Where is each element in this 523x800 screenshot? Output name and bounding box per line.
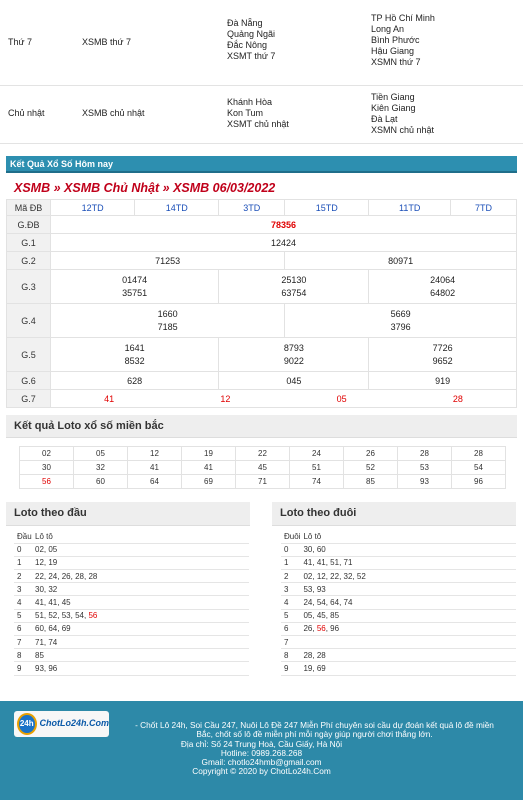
loto-value: 32 <box>48 584 58 594</box>
loto-value: 41 <box>303 558 313 568</box>
prize-row-4 <box>7 304 517 338</box>
schedule-day: Chủ nhật <box>8 108 45 118</box>
prize-value: 3796 <box>390 321 411 332</box>
loto-key: 8 <box>281 649 300 662</box>
prize-value: 9652 <box>432 355 453 366</box>
loto-header-row <box>14 530 249 543</box>
prize-value: 628 <box>51 372 219 390</box>
loto-values: 12, 19 <box>32 556 249 569</box>
col-header: Lô tô <box>300 530 516 543</box>
loto-value: 22 <box>35 571 44 581</box>
loto-value: 74 <box>343 598 353 608</box>
loto-values: 02, 05 <box>32 543 249 556</box>
loto-number: 32 <box>74 461 128 475</box>
loto-row <box>20 461 506 475</box>
loto-row <box>14 609 249 622</box>
logo-mark: 24h <box>17 713 37 735</box>
prize-value: 24064 <box>430 274 456 285</box>
loto-value: 64 <box>330 598 340 608</box>
prize-row-6 <box>7 372 517 390</box>
loto-values: 30, 60 <box>300 543 516 556</box>
loto-values: 41, 41, 45 <box>32 596 249 609</box>
loto-row <box>281 609 516 622</box>
footer-line: Bắc, chốt số lô đề miễn phí mỗi ngày giúp người chơi thắng lớn. <box>196 729 433 740</box>
prize-value: 045 <box>219 372 369 390</box>
footer-contact <box>0 740 523 777</box>
loto-number: 22 <box>236 447 290 461</box>
loto-value: 02 <box>35 545 44 555</box>
loto-value: 93 <box>316 584 326 594</box>
loto-value: 56 <box>316 624 326 634</box>
loto-number: 41 <box>182 461 236 475</box>
loto-key: 9 <box>281 662 300 675</box>
prize-value: 7726 <box>432 342 453 353</box>
loto-value: 12 <box>35 558 44 568</box>
col-header: Lô tô <box>32 530 249 543</box>
loto-values: 51, 52, 53, 54, 56 <box>32 609 249 622</box>
col-header: Đầu <box>14 530 32 543</box>
loto-key: 0 <box>281 543 300 556</box>
loto-value: 60 <box>316 545 326 555</box>
loto-row <box>14 556 249 569</box>
loto-key: 3 <box>281 583 300 596</box>
province-link[interactable]: TP Hồ Chí Minh <box>371 13 435 23</box>
loto-number: 12 <box>128 447 182 461</box>
logo-text: ChotLo24h.Com <box>39 718 109 729</box>
prize-value: 919 <box>369 372 517 390</box>
loto-value: 28 <box>75 571 84 581</box>
result-breadcrumb <box>14 181 275 195</box>
footer-address: Địa chỉ: Số 24 Trung Hoà, Cầu Giấy, Hà Nội <box>180 738 343 749</box>
loto-key: 7 <box>14 636 32 649</box>
loto-value: 71 <box>35 637 44 647</box>
col-header: Đuôi <box>281 530 300 543</box>
prize-value: 12424 <box>51 234 517 252</box>
prize-value: 9022 <box>283 355 304 366</box>
prize-label: G.6 <box>7 372 51 390</box>
loto-values: 24, 54, 64, 74 <box>300 596 516 609</box>
loto-dau-title: Loto theo đầu <box>6 502 250 526</box>
loto-number: 64 <box>128 475 182 489</box>
prize-label: G.2 <box>7 252 51 270</box>
loto-values: 93, 96 <box>32 662 249 675</box>
schedule-row <box>0 86 523 144</box>
loto-number: 26 <box>344 447 398 461</box>
loto-value: 22 <box>330 571 340 581</box>
loto-value: 12 <box>316 571 326 581</box>
breadcrumb-separator: » <box>159 181 174 195</box>
prize-value: 8793 <box>283 342 304 353</box>
loto-value: 24 <box>48 571 58 581</box>
loto-key: 6 <box>14 622 32 635</box>
province-link[interactable]: Hậu Giang <box>371 46 415 56</box>
loto-key: 2 <box>281 570 300 583</box>
loto-key: 8 <box>14 649 32 662</box>
loto-key: 4 <box>281 596 300 609</box>
loto-key: 4 <box>14 596 32 609</box>
prize-value: 80971 <box>285 252 517 270</box>
loto-number: 30 <box>20 461 74 475</box>
loto-value: 02 <box>303 571 313 581</box>
loto-key: 9 <box>14 662 32 675</box>
special-code: 14TD <box>135 200 219 216</box>
prize-value: 41 <box>104 393 115 404</box>
loto-row <box>281 570 516 583</box>
footer-line: - Chốt Lô 24h, Soi Cầu 247, Nuôi Lô Đề 247 Miễn Phí chuyên soi cầu dự đoán kết quả lô đề miền <box>135 720 494 730</box>
loto-values: 41, 41, 51, 71 <box>300 556 516 569</box>
loto-title: Kết quả Loto xổ số miền bắc <box>6 415 517 438</box>
prize-value: 01474 <box>122 274 148 285</box>
loto-value: 41 <box>48 598 58 608</box>
prize-row-2 <box>7 252 517 270</box>
loto-row <box>281 662 516 675</box>
loto-value: 54 <box>75 611 84 621</box>
loto-number: 02 <box>20 447 74 461</box>
loto-row <box>14 543 249 556</box>
loto-row <box>281 622 516 635</box>
loto-number: 56 <box>20 475 74 489</box>
result-table <box>6 199 517 408</box>
loto-value: 85 <box>330 611 340 621</box>
loto-value: 56 <box>88 611 98 621</box>
loto-values <box>32 649 249 662</box>
loto-number: 53 <box>398 461 452 475</box>
loto-number: 41 <box>128 461 182 475</box>
prize-row-5 <box>7 338 517 372</box>
loto-value: 41 <box>316 558 326 568</box>
loto-row <box>14 649 249 662</box>
loto-value: 26 <box>61 571 71 581</box>
loto-value: 51 <box>35 611 44 621</box>
loto-duoi-table <box>281 530 516 676</box>
loto-number: 28 <box>398 447 452 461</box>
loto-value: 74 <box>48 637 58 647</box>
loto-header-row <box>281 530 516 543</box>
loto-row <box>281 596 516 609</box>
loto-number: 28 <box>452 447 506 461</box>
loto-value: 28 <box>303 650 313 660</box>
loto-row <box>281 636 516 649</box>
loto-value: 30 <box>35 584 44 594</box>
footer-hotline[interactable]: Hotline: 0989.268.268 <box>220 747 303 758</box>
prize-value: 5669 <box>390 308 411 319</box>
prize-value: 25130 <box>281 274 307 285</box>
loto-number: 54 <box>452 461 506 475</box>
loto-duoi-title: Loto theo đuôi <box>272 502 516 526</box>
loto-number: 05 <box>74 447 128 461</box>
loto-number: 74 <box>290 475 344 489</box>
loto-value: 05 <box>303 611 313 621</box>
loto-number: 71 <box>236 475 290 489</box>
prize-label: G.7 <box>7 390 51 408</box>
loto-number: 69 <box>182 475 236 489</box>
loto-values: 53, 93 <box>300 583 516 596</box>
loto-row <box>281 543 516 556</box>
loto-value: 85 <box>35 650 44 660</box>
prize-value: 35751 <box>122 287 148 298</box>
prize-label: G.5 <box>7 338 51 372</box>
loto-value: 69 <box>61 624 71 634</box>
province-link[interactable]: Kiên Giang <box>371 103 416 113</box>
prize-row-special <box>7 216 517 234</box>
schedule-xsmb-link[interactable]: XSMB chủ nhật <box>82 108 145 118</box>
schedule-xsmb-link[interactable]: XSMB thứ 7 <box>82 37 132 47</box>
loto-value: 54 <box>316 598 326 608</box>
breadcrumb-xsmb-day[interactable]: XSMB Chủ Nhật <box>64 181 160 195</box>
schedule-mn <box>371 92 434 136</box>
loto-values: 22, 24, 26, 28, 28 <box>32 570 249 583</box>
loto-row <box>20 447 506 461</box>
loto-values: 71, 74 <box>32 636 249 649</box>
loto-row <box>14 596 249 609</box>
loto-value: 26 <box>303 624 313 634</box>
prize-value: 05 <box>336 393 347 404</box>
loto-values: 28, 28 <box>300 649 516 662</box>
loto-key: 2 <box>14 570 32 583</box>
prize-row-3 <box>7 270 517 304</box>
xsmn-link[interactable]: XSMN chủ nhật <box>371 125 435 135</box>
loto-value: 41 <box>35 598 44 608</box>
loto-value: 51 <box>330 558 340 568</box>
loto-dau-table <box>14 530 249 676</box>
loto-number: 45 <box>236 461 290 475</box>
prize-label: G.1 <box>7 234 51 252</box>
province-link[interactable]: Đà Lạt <box>371 114 398 124</box>
breadcrumb-xsmb-date[interactable]: XSMB 06/03/2022 <box>173 181 276 195</box>
loto-key: 1 <box>281 556 300 569</box>
prize-label: G.4 <box>7 304 51 338</box>
loto-number: 60 <box>74 475 128 489</box>
loto-key: 7 <box>281 636 300 649</box>
province-link[interactable]: Quảng Ngãi <box>227 29 276 39</box>
special-prize: 78356 <box>51 216 517 234</box>
province-link[interactable]: Khánh Hòa <box>227 97 273 107</box>
special-code: 3TD <box>219 200 285 216</box>
loto-value: 52 <box>356 571 366 581</box>
prize-value: 1660 <box>157 308 178 319</box>
breadcrumb-xsmb[interactable]: XSMB <box>14 181 51 195</box>
loto-row <box>20 475 506 489</box>
loto-row <box>14 636 249 649</box>
province-link[interactable]: Bình Phước <box>371 35 420 45</box>
prize-value: 63754 <box>281 287 307 298</box>
province-link[interactable]: Đà Nẵng <box>227 18 263 28</box>
xsmt-link[interactable]: XSMT thứ 7 <box>227 51 276 61</box>
prize-label: G.ĐB <box>7 216 51 234</box>
breadcrumb-separator: » <box>50 181 65 195</box>
province-link[interactable]: Tiền Giang <box>371 92 415 102</box>
xsmt-link[interactable]: XSMT chủ nhật <box>227 119 289 129</box>
schedule-mt <box>227 18 275 62</box>
loto-value: 45 <box>316 611 326 621</box>
loto-key: 0 <box>14 543 32 556</box>
loto-value: 53 <box>61 611 71 621</box>
special-code: 11TD <box>369 200 451 216</box>
schedule-day: Thứ 7 <box>8 37 33 47</box>
section-title-bar: Kết Quả Xổ Số Hôm nay <box>6 156 517 173</box>
prize-value: 1641 <box>124 342 145 353</box>
loto-row <box>281 556 516 569</box>
loto-value: 30 <box>303 545 313 555</box>
schedule-mt <box>227 97 289 130</box>
xsmn-link[interactable]: XSMN thứ 7 <box>371 57 421 67</box>
footer-email[interactable]: Gmail: chotlo24hmb@gmail.com <box>201 757 322 768</box>
province-link[interactable]: Long An <box>371 24 405 34</box>
schedule-mn <box>371 13 435 68</box>
loto-number: 85 <box>344 475 398 489</box>
loto-value: 71 <box>343 558 353 568</box>
loto-value: 64 <box>48 624 58 634</box>
loto-number: 51 <box>290 461 344 475</box>
loto-values: 30, 32 <box>32 583 249 596</box>
province-link[interactable]: Kon Tum <box>227 108 264 118</box>
loto-number: 19 <box>182 447 236 461</box>
loto-key: 3 <box>14 583 32 596</box>
prize-value: 28 <box>452 393 463 404</box>
loto-value: 60 <box>35 624 44 634</box>
loto-value: 69 <box>316 663 326 673</box>
loto-values: 02, 12, 22, 32, 52 <box>300 570 516 583</box>
loto-value: 53 <box>303 584 313 594</box>
loto-row <box>14 570 249 583</box>
loto-values <box>300 636 516 649</box>
prize-value: 12 <box>220 393 231 404</box>
prize-value: 7185 <box>157 321 178 332</box>
loto-row <box>14 662 249 675</box>
loto-row <box>14 583 249 596</box>
prize-value: 8532 <box>124 355 145 366</box>
loto-value: 28 <box>316 650 326 660</box>
loto-number: 52 <box>344 461 398 475</box>
loto-value: 96 <box>330 624 340 634</box>
province-link[interactable]: Đắc Nông <box>227 40 268 50</box>
result-header-row <box>7 200 517 216</box>
code-label: Mã ĐB <box>7 200 51 216</box>
prize-row-7 <box>7 390 517 408</box>
loto-value: 32 <box>343 571 353 581</box>
prize-row-1 <box>7 234 517 252</box>
loto-grid <box>19 446 506 489</box>
loto-row <box>281 583 516 596</box>
footer-text <box>112 721 517 740</box>
loto-values: 05, 45, 85 <box>300 609 516 622</box>
loto-value: 05 <box>48 545 58 555</box>
loto-value: 52 <box>48 611 58 621</box>
loto-value: 24 <box>303 598 313 608</box>
loto-row <box>14 622 249 635</box>
loto-value: 93 <box>35 663 44 673</box>
footer <box>0 701 523 800</box>
loto-value: 45 <box>61 598 71 608</box>
loto-number: 96 <box>452 475 506 489</box>
loto-key: 1 <box>14 556 32 569</box>
loto-number: 24 <box>290 447 344 461</box>
loto-key: 5 <box>14 609 32 622</box>
loto-value: 28 <box>88 571 98 581</box>
special-code: 12TD <box>51 200 135 216</box>
loto-values: 26, 56, 96 <box>300 622 516 635</box>
footer-copyright: Copyright © 2020 by ChotLo24h.Com <box>192 766 331 777</box>
prize-label: G.3 <box>7 270 51 304</box>
loto-values: 60, 64, 69 <box>32 622 249 635</box>
loto-values: 19, 69 <box>300 662 516 675</box>
prize-value: 71253 <box>51 252 285 270</box>
loto-value: 96 <box>48 663 58 673</box>
loto-value: 19 <box>303 663 313 673</box>
loto-row <box>281 649 516 662</box>
schedule-row <box>0 0 523 86</box>
prize-value: 64802 <box>430 287 456 298</box>
loto-key: 6 <box>281 622 300 635</box>
loto-value: 19 <box>48 558 58 568</box>
loto-key: 5 <box>281 609 300 622</box>
site-logo[interactable] <box>14 711 109 737</box>
special-code: 15TD <box>285 200 369 216</box>
loto-number: 93 <box>398 475 452 489</box>
special-code: 7TD <box>451 200 517 216</box>
